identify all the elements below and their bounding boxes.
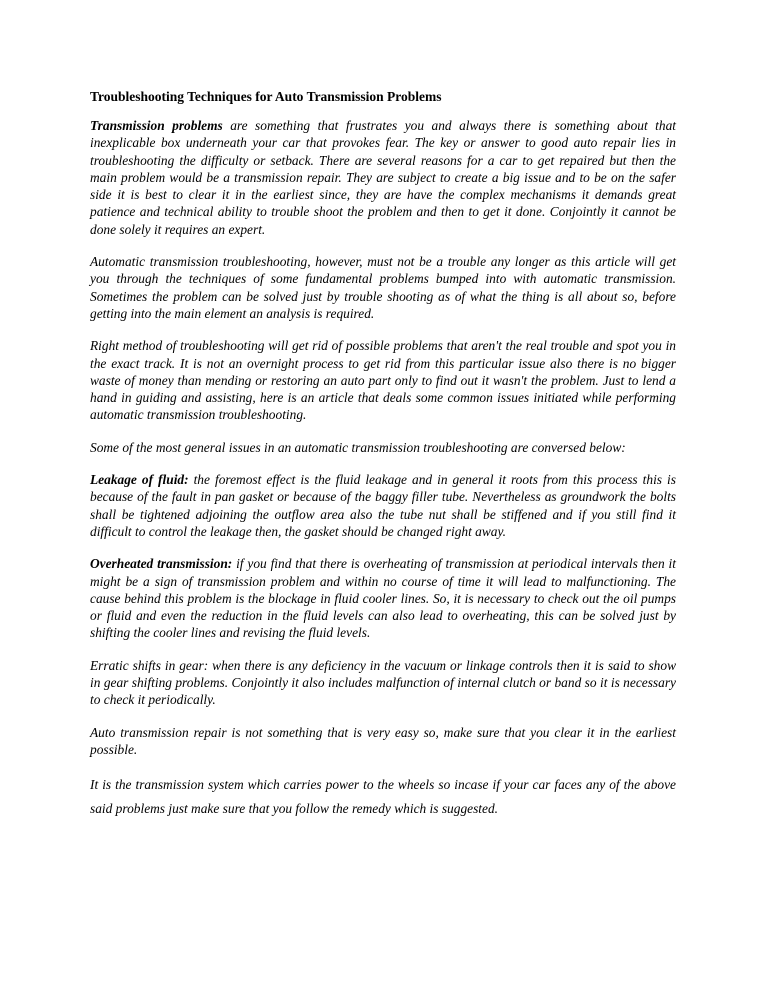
paragraph-text: Some of the most general issues in an automatic transmission troubleshooting are conversed below:	[90, 439, 626, 455]
paragraph-right-method	[90, 337, 676, 423]
paragraph-transmission-system	[90, 773, 676, 821]
paragraph-text: Erratic shifts in gear: when there is any deficiency in the vacuum or linkage controls then it is said to show in gear shifting problems. Conjointly it also includes malfunction of internal clutch or band so it is necessary to check it periodically.	[90, 657, 676, 708]
paragraph-text: Automatic transmission troubleshooting, however, must not be a trouble any longer as this article will get you through the techniques of some fundamental problems bumped into with automatic transmission. Sometimes the problem can be solved just by trouble shooting as of what the thing is all about so, before getting into the main element an analysis is required.	[90, 254, 676, 321]
paragraph-auto-repair	[90, 724, 676, 759]
lead-overheated-transmission: Overheated transmission:	[90, 556, 233, 572]
document-page	[90, 88, 676, 836]
paragraph-overheated-transmission	[90, 555, 676, 641]
paragraph-text: if you find that there is overheating of transmission at periodical intervals then it might be a sign of transmission problem and within no course of time it will lead to malfunctioning. The cause behind this problem is the blockage in fluid cooler lines. So, it is necessary to check out the oil pumps or fluid and even the reduction in the fluid levels can also lead to overheating, this can be solved just by shifting the cooler lines and revising the fluid levels.	[90, 556, 676, 641]
paragraph-text: Auto transmission repair is not something that is very easy so, make sure that you clear it in the earliest possible.	[90, 724, 676, 757]
lead-transmission-problems: Transmission problems	[90, 118, 223, 133]
lead-leakage-of-fluid: Leakage of fluid:	[90, 472, 189, 488]
paragraph-transmission-problems	[90, 117, 676, 238]
paragraph-automatic-troubleshooting	[90, 253, 676, 322]
document-title: Troubleshooting Techniques for Auto Transmission Problems	[90, 89, 442, 104]
paragraph-text: are something that frustrates you and always there is something about that inexplicable box underneath your car that provokes fear. The key or answer to good auto repair lies in troubleshooting the difficulty or setback. There are several reasons for a car to get repaired but then the main problem would be a transmission repair. They are subject to create a big issue and to be on the safer side it is best to clear it in the earliest since, they are have the complex mechanisms it demands great patience and technical ability to trouble shoot the problem and then to get it done. Conjointly it cannot be done solely it requires an expert.	[90, 118, 676, 237]
paragraph-general-issues	[90, 439, 676, 456]
paragraph-leakage-of-fluid	[90, 471, 676, 540]
paragraph-text: It is the transmission system which carries power to the wheels so incase if your car faces any of the above said problems just make sure that you follow the remedy which is suggested.	[90, 777, 676, 817]
paragraph-erratic-shifts	[90, 657, 676, 709]
paragraph-text: Right method of troubleshooting will get rid of possible problems that aren't the real trouble and spot you in the exact track. It is not an overnight process to get rid from this particular issue also there is no bigger waste of money than mending or restoring an auto part only to find out it wasn't the problem. Just to lend a hand in guiding and assisting, here is an article that deals some common issues initiated while performing automatic transmission troubleshooting.	[90, 338, 676, 423]
paragraph-text: the foremost effect is the fluid leakage and in general it roots from this process this is because of the fault in pan gasket or because of the baggy filler tube. Nevertheless as groundwork the bolts shall be tightened adjoining the outflow area also the tube nut shall be stiffened and if you still find it difficult to control the leakage then, the gasket should be changed right away.	[90, 472, 676, 539]
